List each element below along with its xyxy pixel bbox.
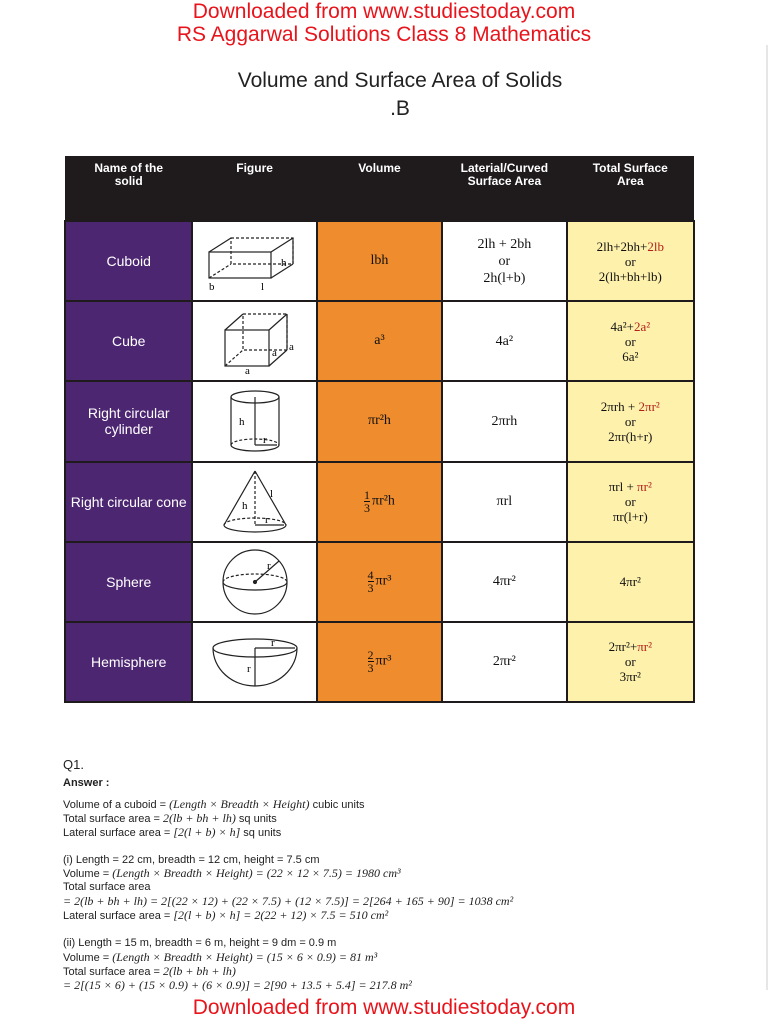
tsa-line2: or xyxy=(624,494,636,510)
lateral-area-formula: πrl xyxy=(442,462,566,542)
part1-volume: Volume = (Length × Breadth × Height) = (22 × 12 × 7.5) = 1980 cm³ xyxy=(63,866,401,880)
solid-name: Hemisphere xyxy=(65,622,192,702)
lateral-area-formula: 4a² xyxy=(442,301,566,381)
volume-fraction: $\frac{1}{3}$ xyxy=(364,488,370,516)
cuboid-figure-cell xyxy=(192,221,316,301)
volume-formula: $\frac{2}{3}$ πr³ xyxy=(317,622,442,702)
part1-tsa-label: Total surface area xyxy=(63,881,151,893)
label-a: a xyxy=(244,365,250,375)
volume-fraction: $\frac{2}{3}$ xyxy=(367,648,374,676)
solid-name: Cube xyxy=(65,301,192,381)
tsa-line2: or xyxy=(624,413,636,429)
part2-given: (ii) Length = 15 m, breadth = 6 m, height = 9 dm = 0.9 m xyxy=(63,937,337,949)
part1-tsa-calc: = 2(lb + bh + lh) = 2[(22 × 12) + (22 × 7.5) + (12 × 7.5)] = 2[264 + 165 + 90] = 1038 cm² xyxy=(63,894,514,908)
volume-formula: πr²h xyxy=(317,381,442,461)
label-a: a xyxy=(288,341,294,354)
hemisphere-figure xyxy=(205,634,305,690)
label-h: h xyxy=(241,499,248,512)
label-r: r xyxy=(246,662,251,675)
label-a: a xyxy=(271,347,277,360)
label-l: l xyxy=(260,281,264,293)
part2-volume: Volume = (Length × Breadth × Height) = (15 × 6 × 0.9) = 81 m³ xyxy=(63,950,378,964)
def-lateral-surface-area: Lateral surface area = [2(l + b) × h] sq units xyxy=(63,825,282,839)
tsa-line1-highlight: 2πr² xyxy=(638,398,660,414)
sphere-figure-cell xyxy=(192,542,316,622)
hemisphere-figure-cell xyxy=(192,622,316,702)
question-label: Q1. xyxy=(63,757,84,772)
header-volume: Volume xyxy=(317,156,442,221)
lateral-area-formula: 4πr² xyxy=(442,542,566,622)
label-h: h xyxy=(280,257,287,270)
tsa-line2: or xyxy=(624,654,636,670)
tsa-line1: πrl + xyxy=(608,479,638,495)
tsa-line3: 2πr(h+r) xyxy=(608,428,653,444)
answer-label: Answer : xyxy=(63,777,110,789)
table-row xyxy=(65,221,694,301)
solid-name: Sphere xyxy=(65,542,192,622)
total-area-formula xyxy=(567,462,694,542)
page-title: Volume and Surface Area of Solids xyxy=(237,69,563,92)
lateral-area-formula: 2πr² xyxy=(442,622,566,702)
label-r: r xyxy=(266,559,271,572)
tsa-line2: or xyxy=(624,333,636,349)
page-subtitle: .B xyxy=(390,97,410,120)
solid-name: Right circular cone xyxy=(65,462,192,542)
def-volume: Volume of a cuboid = (Length × Breadth × Height) cubic units xyxy=(63,797,365,811)
tsa-line1: 4a²+ xyxy=(610,318,634,334)
tsa-line3: πr(l+r) xyxy=(612,509,648,525)
solid-name: Cuboid xyxy=(65,221,192,301)
label-r: r xyxy=(264,513,269,526)
lsa-line2: or xyxy=(498,253,511,269)
part2-tsa: Total surface area = 2(lb + bh + lh) xyxy=(63,964,236,978)
total-area-formula xyxy=(567,301,694,381)
cylinder-figure xyxy=(215,387,295,455)
header-banner-line2: RS Aggarwal Solutions Class 8 Mathematics xyxy=(176,23,592,46)
volume-fraction: $\frac{4}{3}$ xyxy=(367,568,374,596)
part1-lsa: Lateral surface area = [2(l + b) × h] = 2(22 + 12) × 7.5 = 510 cm² xyxy=(63,908,389,922)
tsa-line3: 2(lh+bh+lb) xyxy=(598,268,662,284)
volume-formula: $\frac{1}{3}$ πr²h xyxy=(317,462,442,542)
tsa-line1: 2πrh + xyxy=(600,398,639,414)
def-total-surface-area: Total surface area = 2(lb + bh + lh) sq units xyxy=(63,811,277,825)
part1-given: (i) Length = 22 cm, breadth = 12 cm, height = 7.5 cm xyxy=(63,854,320,866)
header-figure: Figure xyxy=(192,156,316,221)
solids-formula-table xyxy=(64,156,695,703)
table-row xyxy=(65,542,694,622)
volume-formula: a³ xyxy=(317,301,442,381)
total-area-formula xyxy=(567,381,694,461)
cuboid-figure xyxy=(203,230,307,292)
volume-formula: $\frac{4}{3}$ πr³ xyxy=(317,542,442,622)
label-b: b xyxy=(208,281,215,293)
label-r: r xyxy=(262,434,267,447)
header-total-area: Total Surface Area xyxy=(567,156,694,221)
tsa-line1-highlight: πr² xyxy=(637,639,652,655)
cube-figure-cell xyxy=(192,301,316,381)
table-row xyxy=(65,381,694,461)
tsa-line2: or xyxy=(624,253,636,269)
table-header-row xyxy=(65,156,694,221)
header-banner-line1: Downloaded from www.studiestoday.com xyxy=(192,0,576,23)
sphere-figure xyxy=(207,547,303,617)
tsa-line3: 6a² xyxy=(622,348,639,364)
solid-name: Right circular cylinder xyxy=(65,381,192,461)
tsa-line1: 2lh+2bh+ xyxy=(596,238,648,254)
lateral-area-formula: 2πrh xyxy=(442,381,566,461)
lsa-line1: 2lh + 2bh xyxy=(477,236,532,252)
table-row xyxy=(65,462,694,542)
lateral-area-formula xyxy=(442,221,566,301)
total-area-formula xyxy=(567,221,694,301)
cone-figure xyxy=(210,467,300,537)
tsa-line1-highlight: 2lb xyxy=(647,238,664,254)
label-r: r xyxy=(270,636,275,649)
lsa-line3: 2h(l+b) xyxy=(483,270,526,286)
part2-tsa-calc: = 2[(15 × 6) + (15 × 0.9) + (6 × 0.9)] = 2[90 + 13.5 + 5.4] = 217.8 m² xyxy=(63,978,412,992)
header-lateral-area: Laterial/Curved Surface Area xyxy=(442,156,566,221)
tsa-line1-highlight: 2a² xyxy=(633,318,651,334)
cylinder-figure-cell xyxy=(192,381,316,461)
total-area-formula xyxy=(567,622,694,702)
total-area-formula: 4πr² xyxy=(567,542,694,622)
cube-figure xyxy=(203,308,307,374)
volume-formula: lbh xyxy=(317,221,442,301)
table-row xyxy=(65,622,694,702)
tsa-line1-highlight: πr² xyxy=(637,479,652,495)
tsa-line3: 3πr² xyxy=(619,669,641,685)
footer-banner: Downloaded from www.studiestoday.com xyxy=(192,996,576,1019)
header-name-of-solid: Name of the solid xyxy=(65,156,192,221)
label-h: h xyxy=(238,416,245,429)
label-l: l xyxy=(269,487,273,500)
cone-figure-cell xyxy=(192,462,316,542)
tsa-line1: 2πr²+ xyxy=(608,639,638,655)
table-row xyxy=(65,301,694,381)
